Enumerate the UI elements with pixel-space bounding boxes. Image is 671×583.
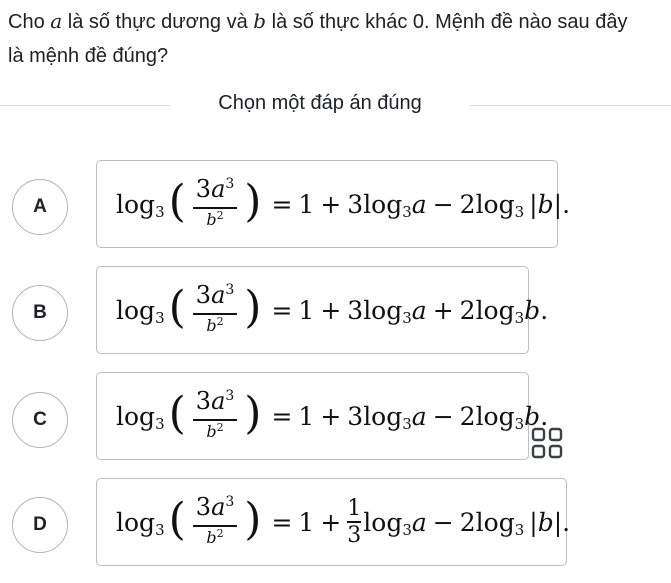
choice-c-option[interactable] <box>96 372 549 460</box>
section-heading <box>0 92 640 115</box>
coef-b: 2 <box>459 189 476 219</box>
question-part: Cho <box>8 11 51 33</box>
fraction-denominator <box>206 527 223 551</box>
paren-close: ) <box>244 176 262 227</box>
coef-b: 2 <box>459 295 476 325</box>
choice-b-option[interactable] <box>96 266 549 354</box>
fraction <box>193 175 238 233</box>
var-b: b <box>537 507 554 537</box>
plus-sign: + <box>320 507 342 537</box>
coef-a: 3 <box>347 401 364 431</box>
log-base: 3 <box>155 521 165 539</box>
fraction-numerator <box>193 387 238 419</box>
fraction-denominator <box>206 209 223 233</box>
log-text: log <box>116 507 156 537</box>
choice-c-formula <box>116 386 548 446</box>
num-exp: 3 <box>225 176 235 193</box>
choice-d-letter[interactable]: D <box>12 497 68 553</box>
section-heading-text: Chọn một đáp án đúng <box>200 92 440 114</box>
paren-close: ) <box>244 388 262 439</box>
paren-open: ( <box>168 494 186 545</box>
choice-d-option[interactable] <box>96 478 571 566</box>
coef-fraction-denominator: 3 <box>347 522 362 548</box>
var-a: a <box>411 401 427 431</box>
log-base: 3 <box>155 309 165 327</box>
num-coef: 3 <box>195 493 212 522</box>
num-exp: 3 <box>225 388 235 405</box>
den-var: b <box>206 421 217 441</box>
paren-open: ( <box>168 388 186 439</box>
paren-open: ( <box>168 176 186 227</box>
var-a: a <box>411 295 427 325</box>
fraction <box>193 387 238 445</box>
period: . <box>540 295 549 325</box>
log-text: log <box>363 189 403 219</box>
log-base: 3 <box>514 521 525 539</box>
log-text: log <box>116 401 156 431</box>
plus-sign: + <box>320 401 342 431</box>
num-coef: 3 <box>195 281 212 310</box>
paren-close: ) <box>244 282 262 333</box>
log-text: log <box>475 401 515 431</box>
log-text: log <box>475 507 515 537</box>
question-var-a: a <box>50 9 63 33</box>
num-var: a <box>211 387 226 416</box>
question-part: là số thực dương và <box>62 11 254 33</box>
fraction-numerator <box>193 493 238 525</box>
var-b: b <box>537 189 554 219</box>
num-exp: 3 <box>225 282 235 299</box>
den-var: b <box>206 527 217 547</box>
equals-sign: = <box>271 401 293 431</box>
log-base: 3 <box>514 203 525 221</box>
coef-fraction-numerator: 1 <box>347 496 362 522</box>
var-b: b <box>524 401 541 431</box>
den-var: b <box>206 315 217 335</box>
equals-sign: = <box>271 295 293 325</box>
grid-icon[interactable] <box>531 427 563 459</box>
num-coef: 3 <box>195 387 212 416</box>
fraction-numerator <box>193 175 238 207</box>
log-base: 3 <box>155 415 165 433</box>
log-text: log <box>363 295 403 325</box>
log-base: 3 <box>514 415 525 433</box>
choice-a-formula <box>116 174 570 234</box>
sign: − <box>432 189 454 219</box>
plus-sign: + <box>320 189 342 219</box>
log-text: log <box>475 295 515 325</box>
equals-sign: = <box>271 507 293 537</box>
coef-a: 3 <box>347 189 364 219</box>
abs-bar: | <box>553 507 563 537</box>
abs-bar: | <box>553 189 563 219</box>
abs-bar: | <box>529 189 538 219</box>
plus-sign: + <box>320 295 342 325</box>
num-coef: 3 <box>195 175 212 204</box>
choice-a-option[interactable] <box>96 160 571 248</box>
question-text <box>8 4 648 73</box>
fraction-numerator <box>193 281 238 313</box>
log-base: 3 <box>402 521 412 539</box>
log-base: 3 <box>402 415 412 433</box>
fraction <box>193 281 238 339</box>
coef-a: 3 <box>347 295 364 325</box>
choice-c-letter[interactable]: C <box>12 392 68 448</box>
log-base: 3 <box>155 203 165 221</box>
den-exp: 2 <box>216 314 224 328</box>
var-a: a <box>411 189 427 219</box>
log-base: 3 <box>402 203 412 221</box>
abs-bar: | <box>529 507 538 537</box>
question-part: là số thực khác 0. Mệnh đề nào sau đây là mệnh đề đúng? <box>8 11 628 67</box>
den-var: b <box>206 209 217 229</box>
question-var-b: b <box>253 9 267 33</box>
num-var: a <box>211 175 226 204</box>
choice-a-letter[interactable]: A <box>12 179 68 235</box>
sign: − <box>432 401 454 431</box>
den-exp: 2 <box>216 526 224 540</box>
choice-d-formula <box>116 492 570 552</box>
sign: + <box>432 295 454 325</box>
period: . <box>562 189 571 219</box>
var-b: b <box>524 295 541 325</box>
period: . <box>540 401 549 431</box>
log-text: log <box>475 189 515 219</box>
equals-sign: = <box>271 189 293 219</box>
den-exp: 2 <box>216 420 224 434</box>
term-one: 1 <box>298 295 315 325</box>
coef-b: 2 <box>459 507 476 537</box>
coef-b: 2 <box>459 401 476 431</box>
num-var: a <box>211 281 226 310</box>
term-one: 1 <box>298 507 315 537</box>
choice-b-formula <box>116 280 548 340</box>
log-text: log <box>116 295 156 325</box>
coef-fraction <box>347 496 361 548</box>
log-text: log <box>363 401 403 431</box>
term-one: 1 <box>298 401 315 431</box>
log-text: log <box>116 189 156 219</box>
term-one: 1 <box>298 189 315 219</box>
fraction <box>193 493 238 551</box>
paren-open: ( <box>168 282 186 333</box>
fraction-denominator <box>206 315 223 339</box>
num-var: a <box>211 493 226 522</box>
choice-b-letter[interactable]: B <box>12 285 68 341</box>
paren-close: ) <box>244 494 262 545</box>
log-text: log <box>363 507 403 537</box>
den-exp: 2 <box>216 208 224 222</box>
sign: − <box>432 507 454 537</box>
var-a: a <box>411 507 427 537</box>
num-exp: 3 <box>225 494 235 511</box>
fraction-denominator <box>206 421 223 445</box>
period: . <box>562 507 571 537</box>
log-base: 3 <box>514 309 525 327</box>
log-base: 3 <box>402 309 412 327</box>
